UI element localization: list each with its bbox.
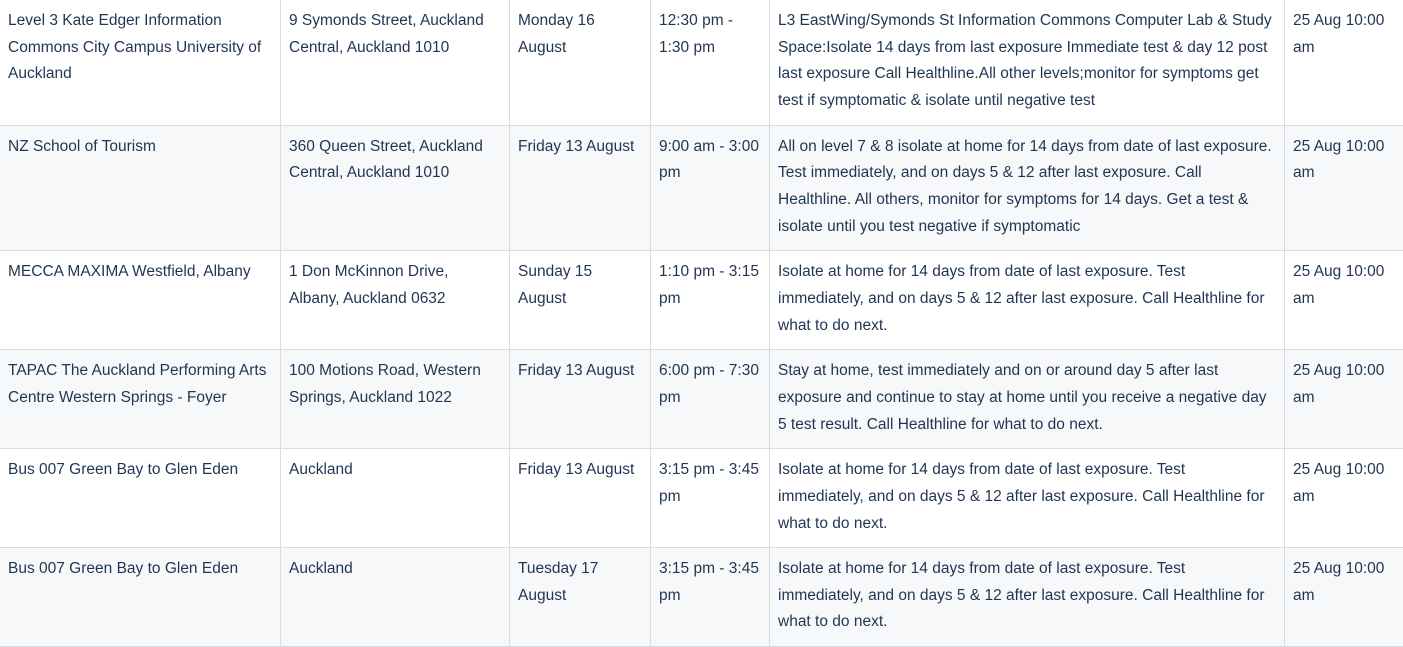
cell-time: 9:00 am - 3:00 pm	[651, 125, 770, 251]
cell-day: Friday 13 August	[510, 350, 651, 449]
cell-time: 3:15 pm - 3:45 pm	[651, 449, 770, 548]
table-row	[0, 350, 1403, 449]
cell-updated: 25 Aug 10:00 am	[1285, 251, 1403, 350]
cell-location: TAPAC The Auckland Performing Arts Centre Western Springs - Foyer	[0, 350, 281, 449]
cell-address: 9 Symonds Street, Auckland Central, Auckland 1010	[281, 0, 510, 125]
cell-day: Tuesday 17 August	[510, 548, 651, 647]
cell-time: 6:00 pm - 7:30 pm	[651, 350, 770, 449]
cell-advice: All on level 7 & 8 isolate at home for 14 days from date of last exposure. Test immediately, and on days 5 & 12 after last exposure. Call Healthline. All others, monitor for symptoms for 14 days. Get a test & isolate until you test negative if symptomatic	[770, 125, 1285, 251]
cell-location: Bus 007 Green Bay to Glen Eden	[0, 449, 281, 548]
cell-address: Auckland	[281, 449, 510, 548]
cell-location: MECCA MAXIMA Westfield, Albany	[0, 251, 281, 350]
cell-day: Friday 13 August	[510, 449, 651, 548]
cell-address: 100 Motions Road, Western Springs, Auckland 1022	[281, 350, 510, 449]
cell-advice: Stay at home, test immediately and on or around day 5 after last exposure and continue to stay at home until you receive a negative day 5 test result. Call Healthline for what to do next.	[770, 350, 1285, 449]
cell-location: Level 3 Kate Edger Information Commons City Campus University of Auckland	[0, 0, 281, 125]
cell-day: Sunday 15 August	[510, 251, 651, 350]
cell-day: Friday 13 August	[510, 125, 651, 251]
cell-advice: Isolate at home for 14 days from date of last exposure. Test immediately, and on days 5 & 12 after last exposure. Call Healthline for what to do next.	[770, 449, 1285, 548]
cell-updated: 25 Aug 10:00 am	[1285, 449, 1403, 548]
table-row	[0, 0, 1403, 125]
cell-time: 1:10 pm - 3:15 pm	[651, 251, 770, 350]
cell-updated: 25 Aug 10:00 am	[1285, 548, 1403, 647]
table-row	[0, 125, 1403, 251]
cell-advice: L3 EastWing/Symonds St Information Commons Computer Lab & Study Space:Isolate 14 days from last exposure Immediate test & day 12 post last exposure Call Healthline.All other levels;monitor for symptoms get test if symptomatic & isolate until negative test	[770, 0, 1285, 125]
cell-advice: Isolate at home for 14 days from date of last exposure. Test immediately, and on days 5 & 12 after last exposure. Call Healthline for what to do next.	[770, 251, 1285, 350]
table-row	[0, 548, 1403, 647]
cell-time: 3:15 pm - 3:45 pm	[651, 548, 770, 647]
table-row	[0, 449, 1403, 548]
cell-time: 12:30 pm - 1:30 pm	[651, 0, 770, 125]
cell-advice: Isolate at home for 14 days from date of last exposure. Test immediately, and on days 5 & 12 after last exposure. Call Healthline for what to do next.	[770, 548, 1285, 647]
cell-address: 360 Queen Street, Auckland Central, Auckland 1010	[281, 125, 510, 251]
table-row	[0, 251, 1403, 350]
cell-updated: 25 Aug 10:00 am	[1285, 125, 1403, 251]
cell-address: 1 Don McKinnon Drive, Albany, Auckland 0632	[281, 251, 510, 350]
cell-location: NZ School of Tourism	[0, 125, 281, 251]
cell-location: Bus 007 Green Bay to Glen Eden	[0, 548, 281, 647]
cell-updated: 25 Aug 10:00 am	[1285, 0, 1403, 125]
cell-day: Monday 16 August	[510, 0, 651, 125]
cell-address: Auckland	[281, 548, 510, 647]
cell-updated: 25 Aug 10:00 am	[1285, 350, 1403, 449]
